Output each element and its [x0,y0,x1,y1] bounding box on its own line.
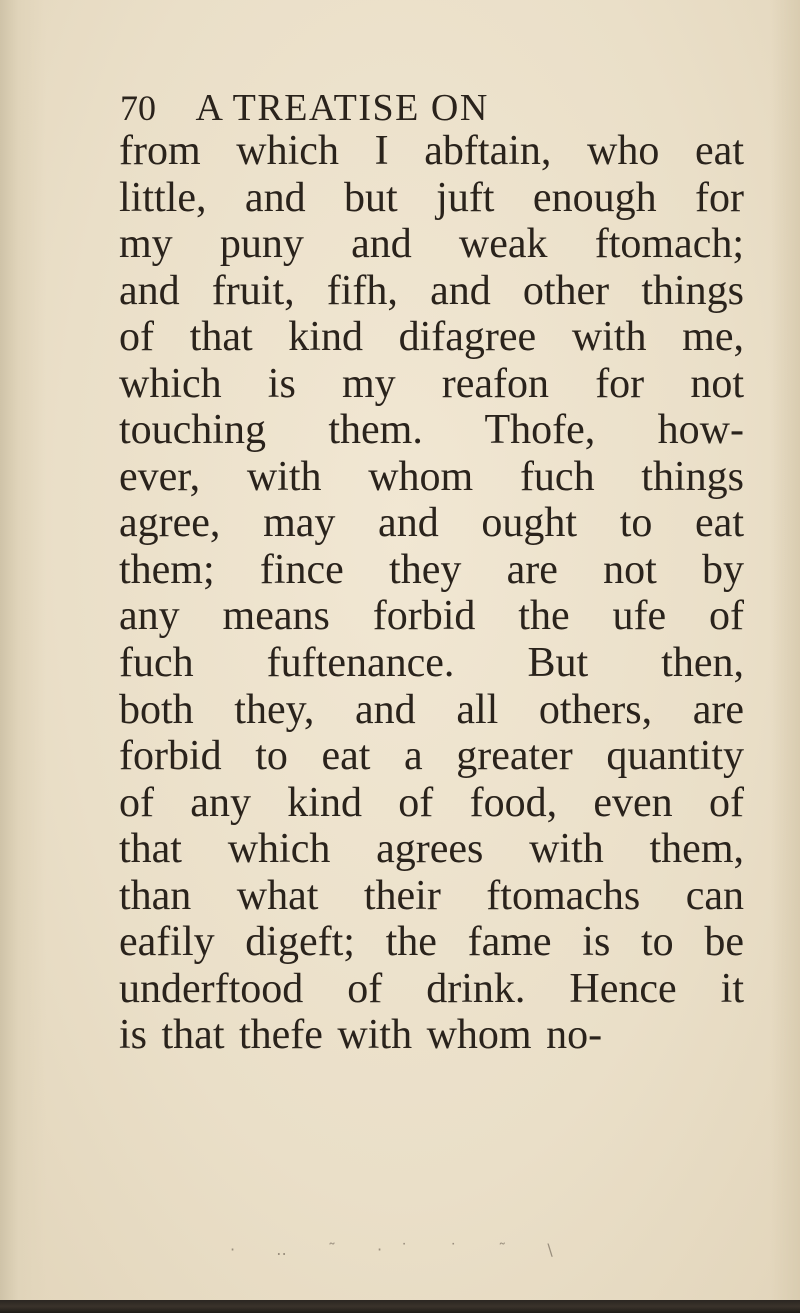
text-line: agree, may and ought to eat [119,500,744,547]
text-line: touching them. Thofe, how- [119,407,744,454]
page-edge-shadow [770,0,800,1313]
text-line: eafily digeft; the fame is to be [119,919,744,966]
text-line: my puny and weak ftomach; [119,221,744,268]
text-line: and fruit, fifh, and other things [119,267,744,314]
text-line: forbid to eat a greater quantity [119,733,744,780]
text-line: them; fince they are not by [119,546,744,593]
text-line-last: is that thefe with whom no- [119,1012,603,1059]
text-line: fuch fuftenance. But then, [119,640,744,687]
text-line: that which agrees with them, [119,826,744,873]
ink-show-through: · ‥ ˜ ·˙ ˙ ˜ \ [230,1240,571,1259]
body-text [119,128,744,1059]
text-line: underftood of drink. Hence it [119,965,744,1012]
text-line: little, and but juft enough for [119,174,744,221]
page-number: 70 [120,88,156,128]
text-line: of any kind of food, even of [119,779,744,826]
running-title: A TREATISE ON [195,87,489,129]
text-line: both they, and all others, are [119,686,744,733]
text-line: ever, with whom fuch things [119,453,744,500]
text-line: from which I abftain, who eat [119,128,744,174]
page-header [120,86,489,130]
text-line: than what their ftomachs can [119,872,744,919]
text-line: any means forbid the ufe of [119,593,744,640]
text-line: which is my reafon for not [119,360,744,407]
page-bottom-edge [0,1300,800,1313]
text-line: of that kind difagree with me, [119,314,744,361]
page-gutter-shadow [0,0,46,1313]
